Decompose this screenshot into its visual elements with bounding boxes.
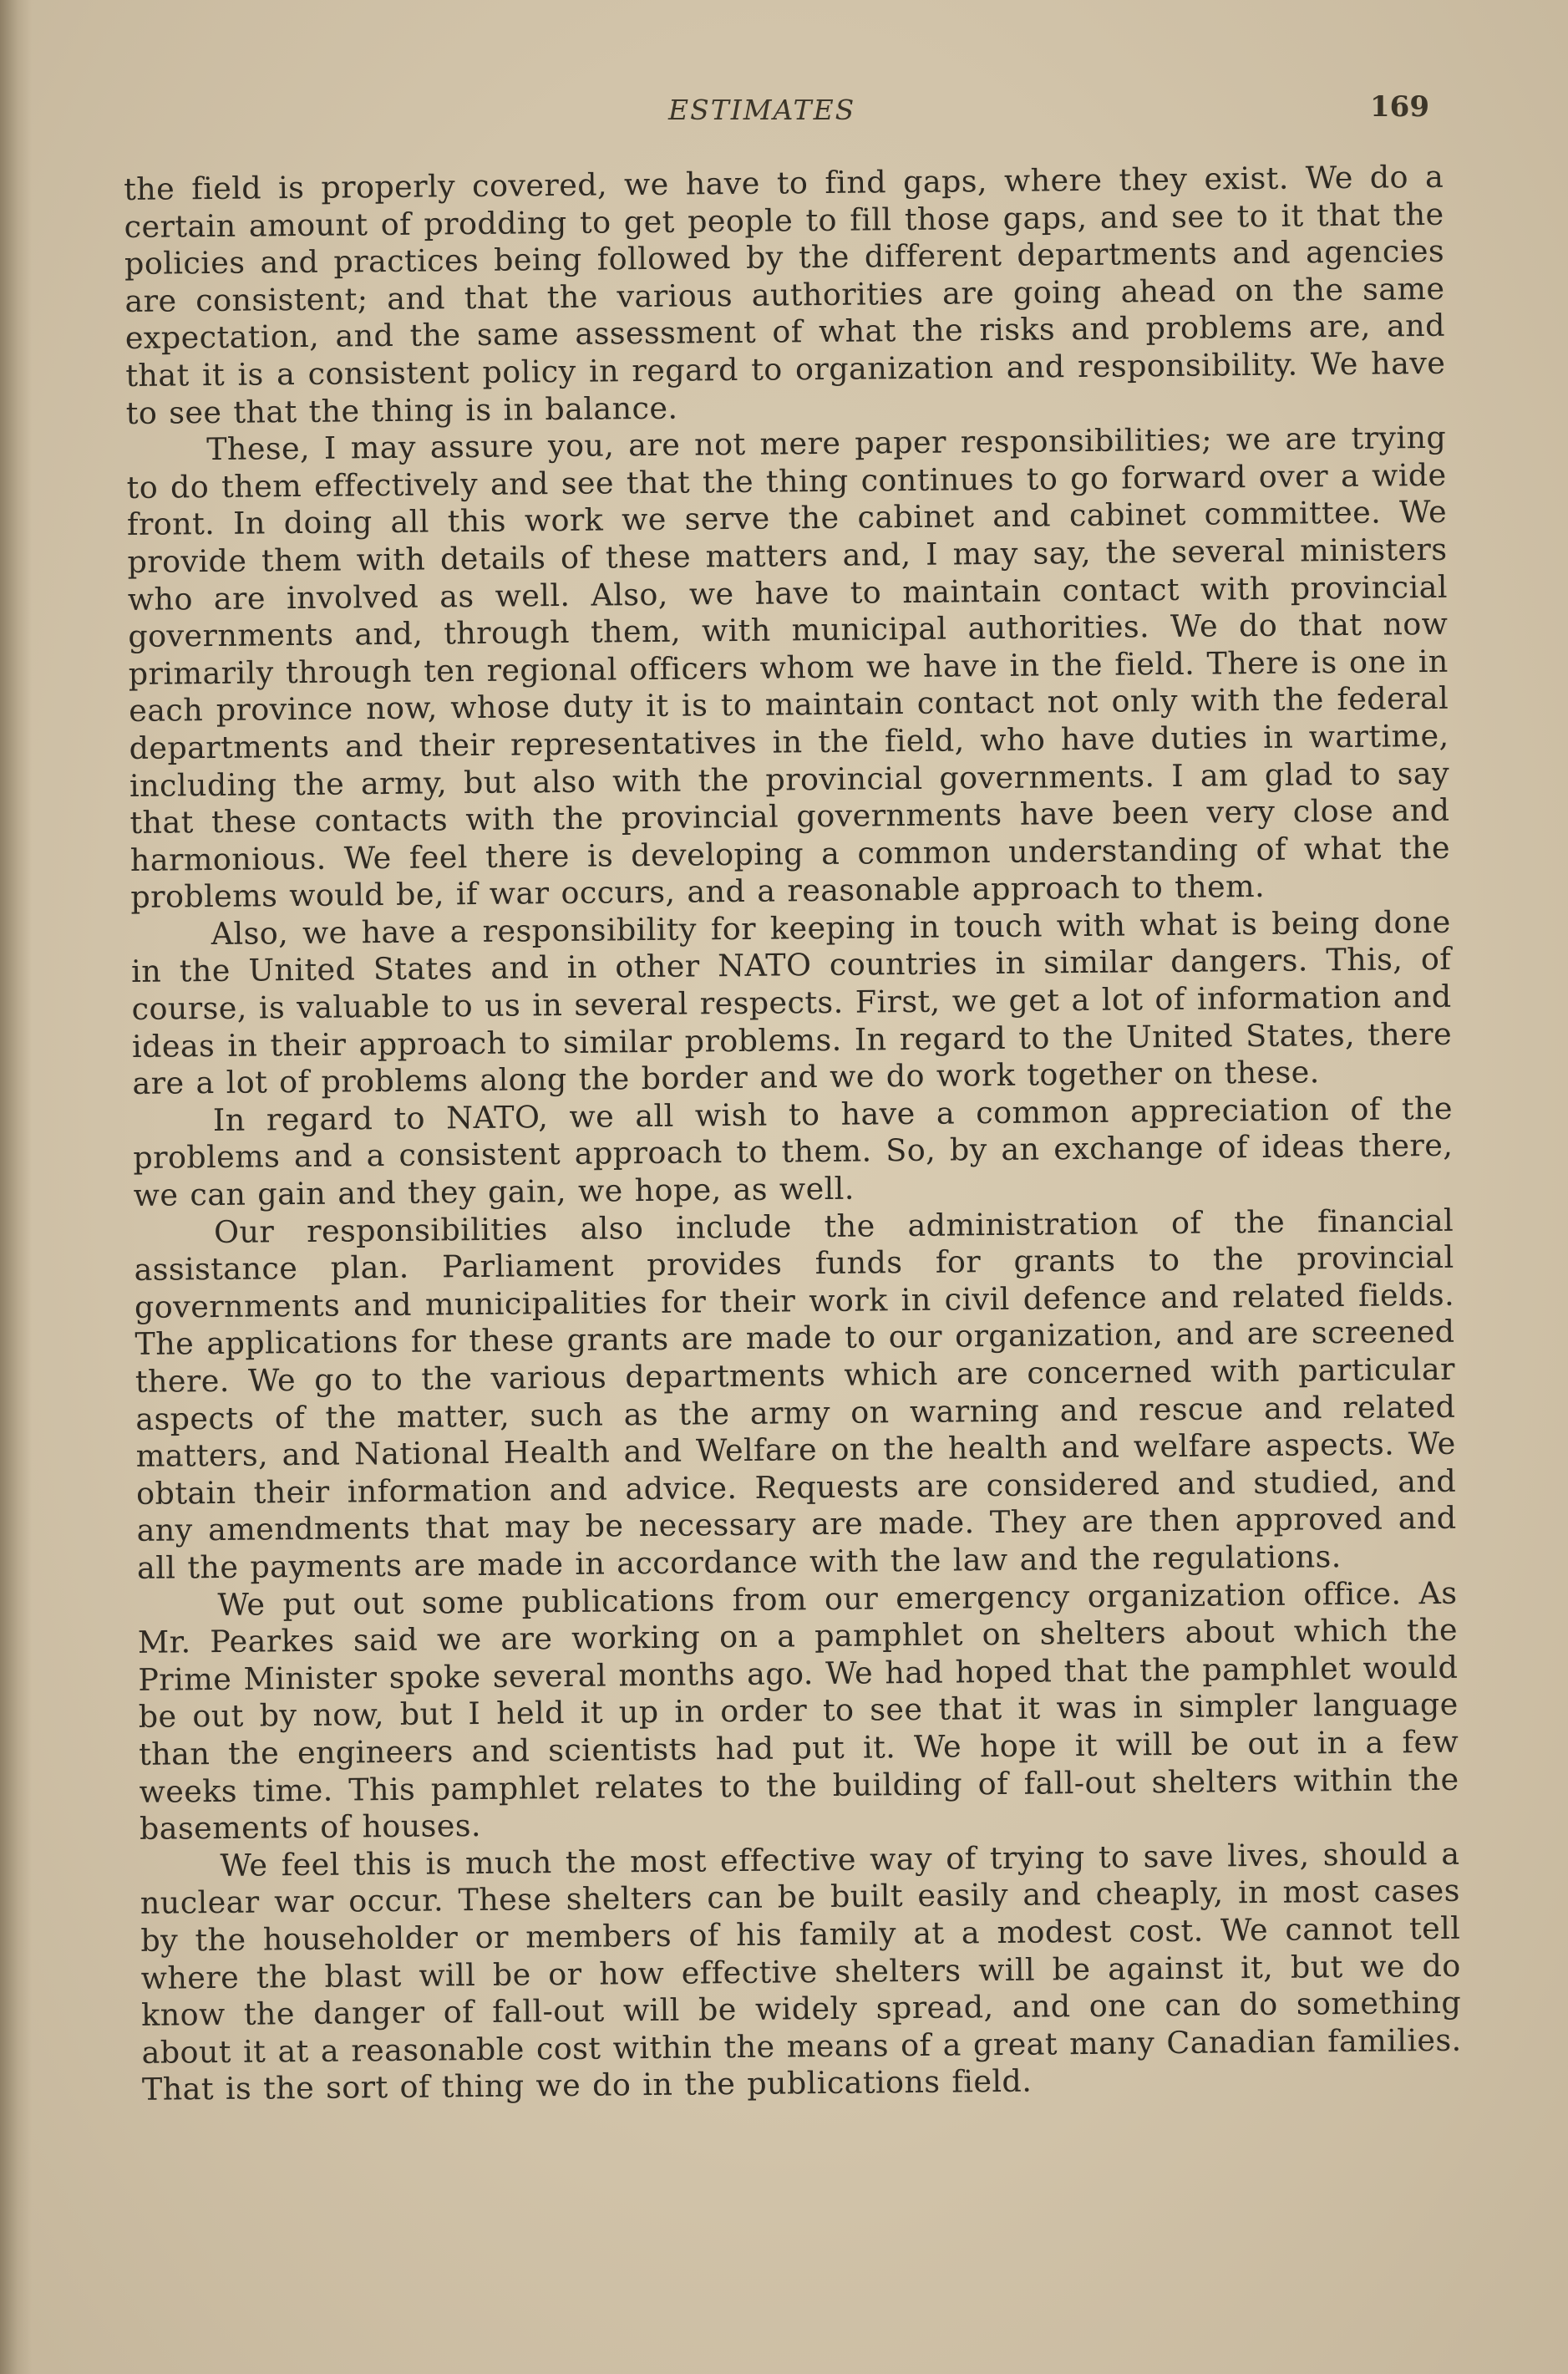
paragraph: Our responsibilities also include the administration of the financial assistance plan. Parliament provides funds for grants to the provincial governments and municipalities for their work in civil defence and related fields. The applications for these grants are made to our organization, and are screened there. We go to the various departments which are concerned with particular aspects of the matter, such as the army on warning and rescue and related matters, and National Health and Welfare on the health and welfare aspects. We obtain their information and advice. Requests are considered and studied, and any amendments that may be necessary are made. They are then approved and all the payments are made in accordance with the law and the regulations. xyxy=(134,1202,1457,1586)
page-header xyxy=(0,90,1568,144)
paragraph: These, I may assure you, are not mere paper responsibilities; we are trying to do them effectively and see that the thing continues to go forward over a wide front. In doing all this work we serve the cabinet and cabinet committee. We provide them with details of these matters and, I may say, the several ministers who are involved as well. Also, we have to maintain contact with provincial governments and, through them, with municipal authorities. We do that now primarily through ten regional officers whom we have in the field. There is one in each province now, whose duty it is to maintain contact not only with the federal departments and their representatives in the field, who have duties in wartime, including the army, but also with the provincial governments. I am glad to say that these contacts with the provincial governments have been very close and harmonious. We feel there is developing a common understanding of what the problems would be, if war occurs, and a reasonable approach to them. xyxy=(126,419,1451,916)
paragraph: In regard to NATO, we all wish to have a common appreciation of the problems and a consistent approach to them. So, by an exchange of ideas there, we can gain and they gain, we hope, as well. xyxy=(133,1090,1454,1213)
body-text xyxy=(124,159,1462,2109)
running-title: ESTIMATES xyxy=(668,94,856,126)
binding-shadow xyxy=(0,0,32,2374)
paragraph: Also, we have a responsibility for keeping in touch with what is being done in the United States and in other NATO countries in similar dangers. This, of course, is valuable to us in several respects. First, we get a lot of information and ideas in their approach to similar problems. In regard to the United States, there are a lot of problems along the border and we do work together on these. xyxy=(130,903,1453,1102)
page-number: 169 xyxy=(1370,90,1429,124)
paragraph: We put out some publications from our emergency organization office. As Mr. Pearkes said we are working on a pamphlet on shelters about which the Prime Minister spoke several months ago. We had hoped that the pamphlet would be out by now, but I held it up in order to see that it was in simpler language than the engineers and scientists had put it. We hope it will be out in a few weeks time. This pamphlet relates to the building of fall-out shelters within the basements of houses. xyxy=(137,1574,1459,1848)
paragraph: We feel this is much the most effective way of trying to save lives, should a nuclear war occur. These shelters can be built easily and cheaply, in most cases by the householder or members of his family at a modest cost. We cannot tell where the blast will be or how effective shelters will be against it, but we do know the danger of fall-out will be widely spread, and one can do something about it at a reasonable cost within the means of a great many Canadian families. That is the sort of thing we do in the publications field. xyxy=(140,1835,1462,2108)
paragraph-continued: the field is properly covered, we have to find gaps, where they exist. We do a certain amount of prodding to get people to fill those gaps, and see to it that the policies and practices being followed by the different departments and agencies are consistent; and that the various authorities are going ahead on the same expectation, and the same assessment of what the risks and problems are, and that it is a consistent policy in regard to organization and responsibility. We have to see that the thing is in balance. xyxy=(124,158,1446,431)
